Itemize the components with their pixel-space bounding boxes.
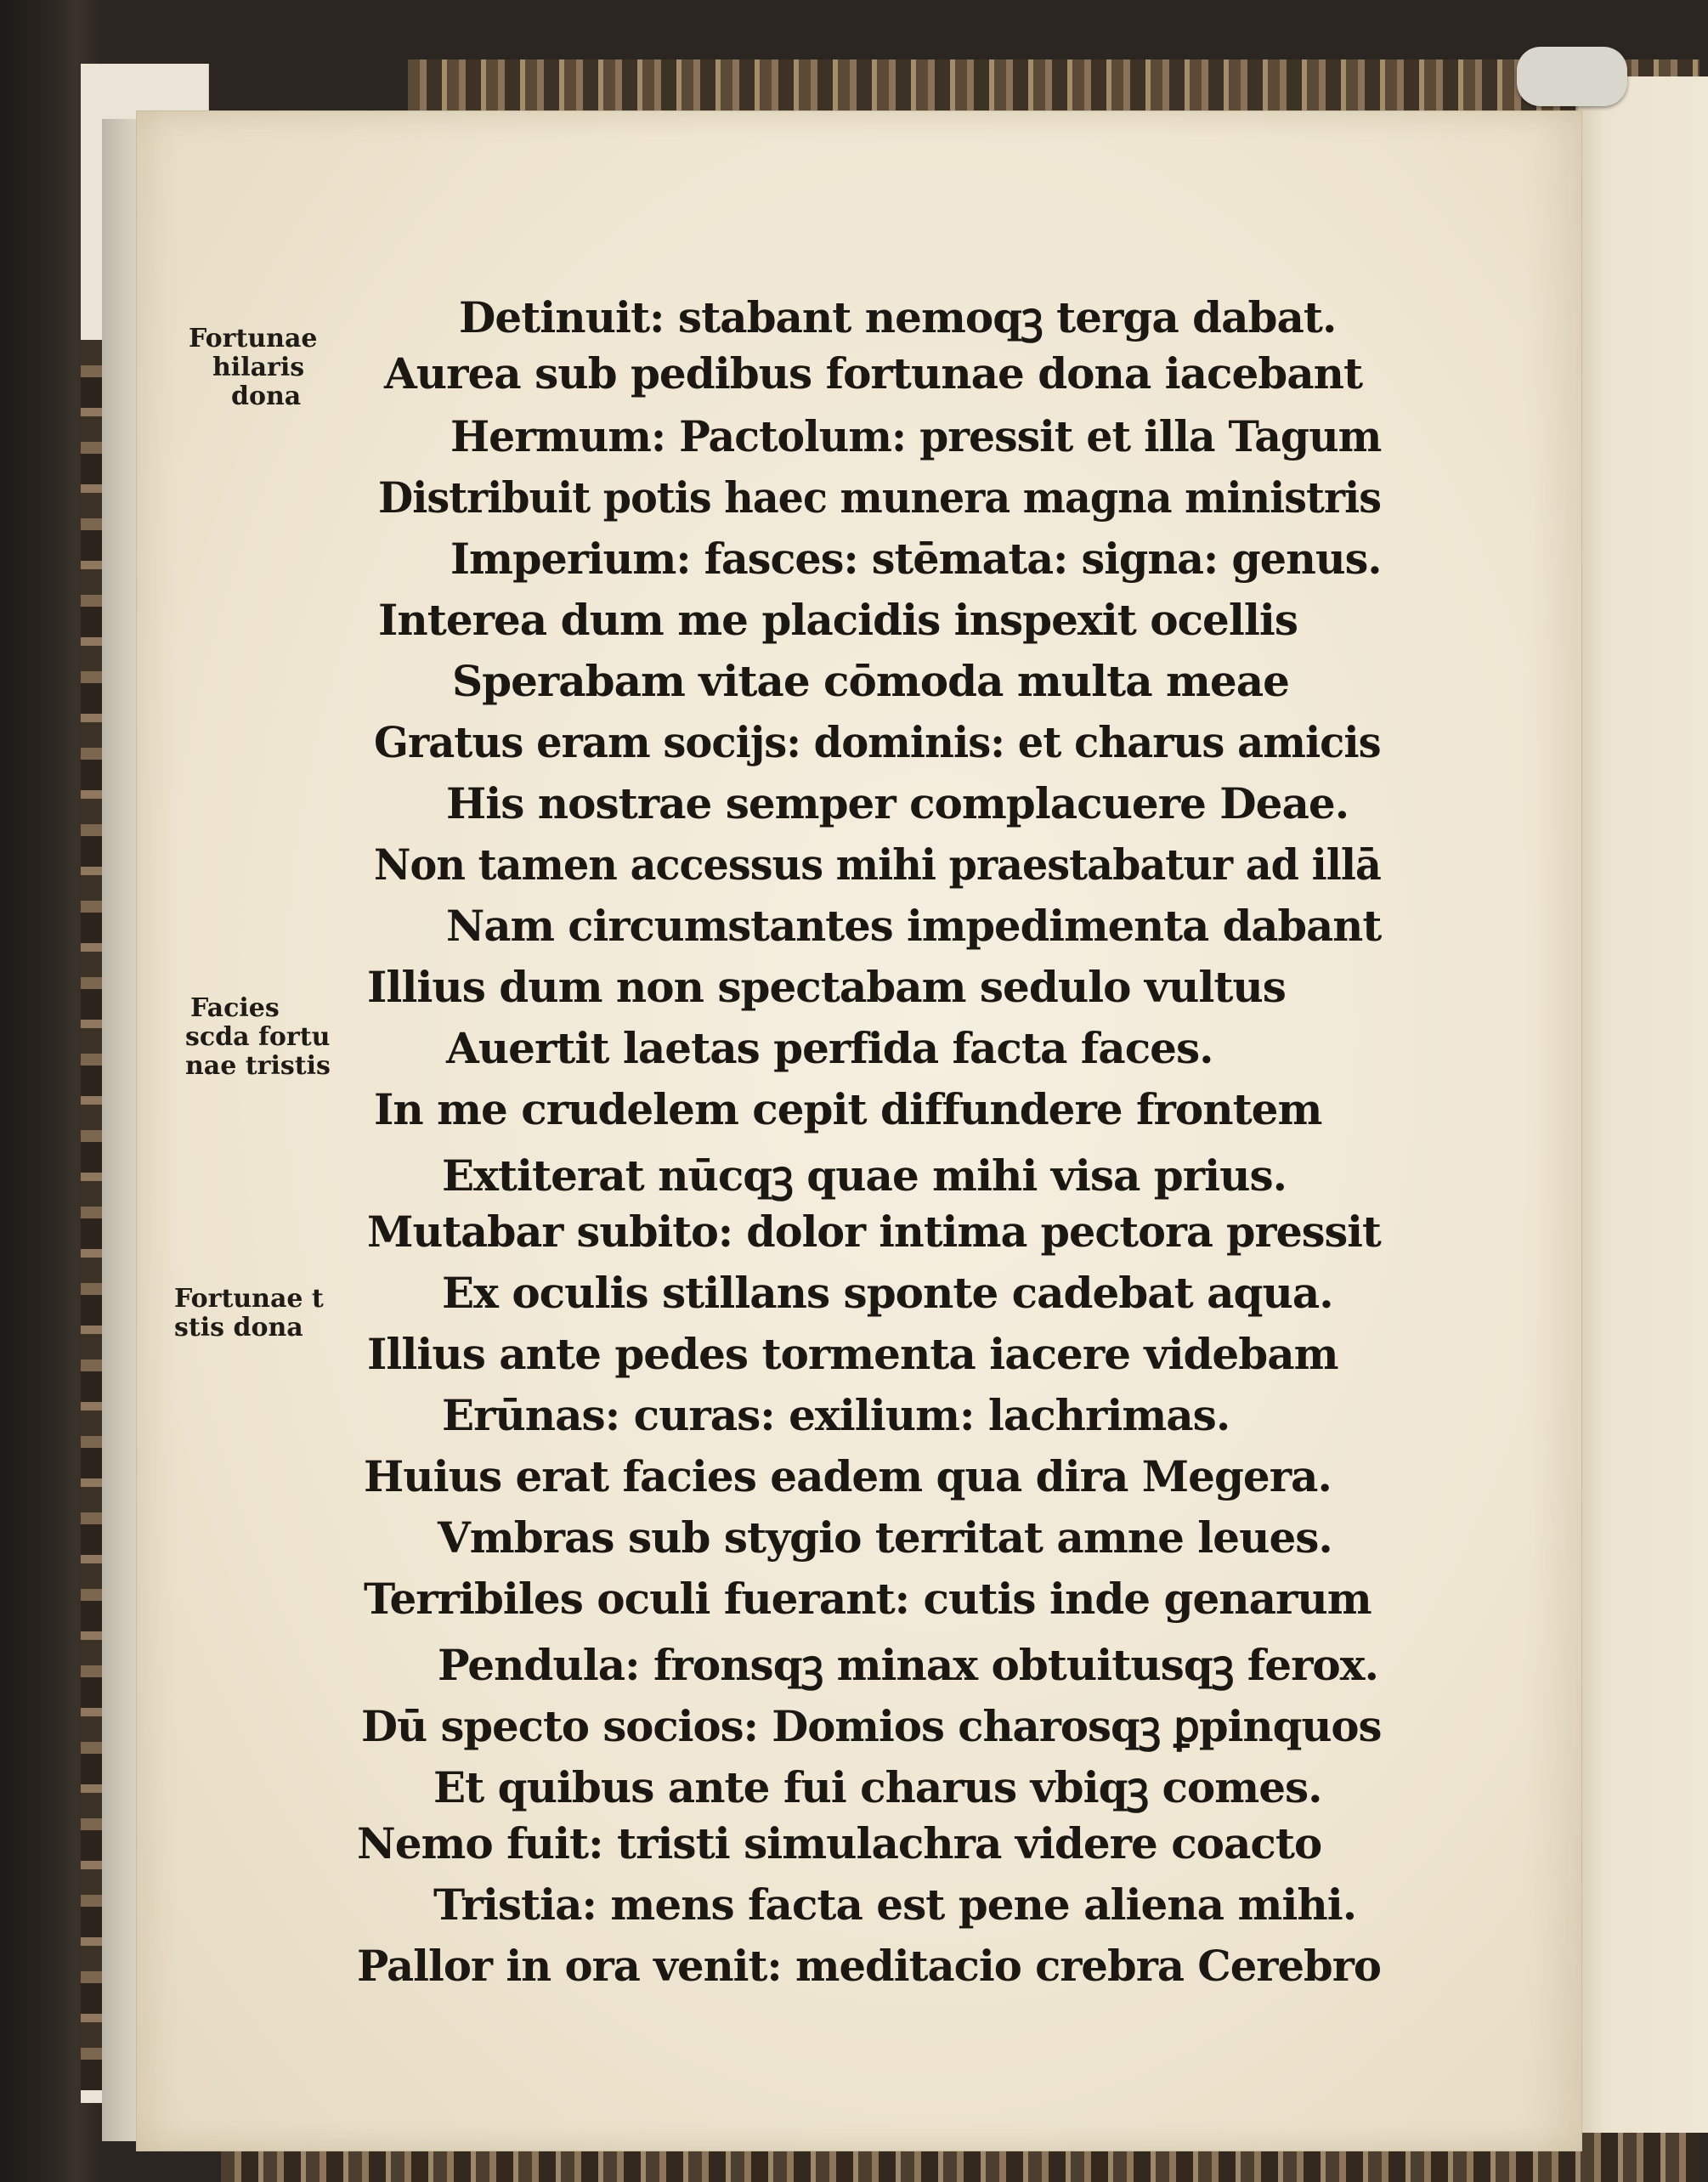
verse-line: Ex oculis stillans sponte cadebat aqua.	[442, 1268, 1333, 1318]
margin-gloss-2	[185, 994, 331, 1081]
verse-line: Non tamen accessus mihi praestabatur ad illā	[374, 839, 1381, 890]
gloss-line: nae tristis	[185, 1051, 331, 1081]
verse-line: Distribuit potis haec munera magna ministris	[378, 472, 1381, 523]
verse-line: Hermum: Pactolum: pressit et illa Tagum	[450, 411, 1382, 461]
verse-line: Auertit laetas perfida facta faces.	[446, 1023, 1213, 1073]
gloss-line: Facies	[190, 993, 280, 1023]
verse-line: Huius erat facies eadem qua dira Megera.	[364, 1451, 1332, 1501]
margin-gloss-3	[174, 1285, 324, 1343]
gloss-line: Fortunae t	[174, 1284, 324, 1314]
verse-line: Pallor in ora venit: meditacio crebra Cerebro	[357, 1941, 1381, 1991]
gloss-line: scda fortu	[185, 1022, 331, 1052]
margin-gloss-1	[189, 325, 317, 411]
book-clasp	[1517, 47, 1627, 106]
page-edge	[102, 119, 136, 2141]
gloss-line: dona	[231, 382, 302, 411]
verse-line: Nemo fuit: tristi simulachra videre coacto	[357, 1818, 1322, 1868]
verse-line: Vmbras sub stygio territat amne leues.	[438, 1512, 1332, 1563]
verse-line: Imperium: fasces: stēmata: signa: genus.	[450, 534, 1382, 584]
gloss-line: hilaris	[212, 353, 305, 382]
verse-line: Sperabam vitae cōmoda multa meae	[452, 656, 1289, 706]
gloss-line: stis dona	[174, 1313, 303, 1343]
verse-line: Extiterat nūcqꝫ quae mihi visa prius.	[442, 1150, 1287, 1201]
verse-line: Pendula: fronsqꝫ minax obtuitusqꝫ ferox.	[438, 1640, 1378, 1690]
verse-line: Gratus eram socijs: dominis: et charus amicis	[374, 717, 1381, 767]
verse-line: Tristia: mens facta est pene aliena mihi.	[433, 1880, 1357, 1930]
verse-line: Illius ante pedes tormenta iacere videbam	[367, 1329, 1338, 1379]
verse-line: His nostrae semper complacuere Deae.	[446, 778, 1349, 828]
verse-line: Dū specto socios: Domios charosqꝫ ꝑpinquos	[361, 1701, 1382, 1751]
gloss-line: Fortunae	[189, 324, 318, 353]
verse-line: Nam circumstantes impedimenta dabant	[446, 901, 1382, 951]
facing-page	[1576, 76, 1708, 2133]
verse-line: Mutabar subito: dolor intima pectora pressit	[367, 1207, 1381, 1257]
verse-line: In me crudelem cepit diffundere frontem	[374, 1084, 1322, 1134]
verse-line: Erūnas: curas: exilium: lachrimas.	[442, 1390, 1230, 1440]
verse-line: Illius dum non spectabam sedulo vultus	[367, 962, 1286, 1012]
verse-line: Terribiles oculi fuerant: cutis inde genarum	[364, 1574, 1371, 1624]
verse-line: Et quibus ante fui charus vbiqꝫ comes.	[433, 1762, 1322, 1812]
verse-line: Aurea sub pedibus fortunae dona iacebant	[384, 348, 1363, 399]
verse-line: Interea dum me placidis inspexit ocellis	[378, 595, 1298, 645]
verse-line: Detinuit: stabant nemoqꝫ terga dabat.	[459, 292, 1337, 342]
